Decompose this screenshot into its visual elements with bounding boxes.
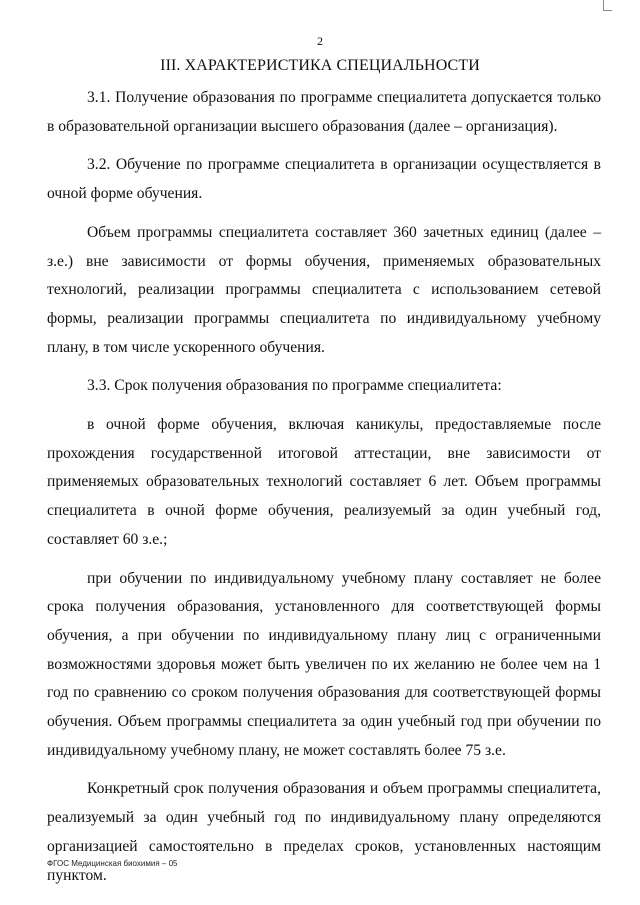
page-corner-mark [603, 0, 612, 11]
page-number: 2 [317, 34, 323, 48]
paragraph-full-time-duration: в очной форме обучения, включая каникулы, предоставляемые после прохождения государственной итоговой аттестации, вне зависимости от применяемых образовательных технологий составляет 6 лет. Объем программы специалитета в очной форме обучения, реализуемый за один учебный год, составляет 60 з.е.; [47, 416, 601, 548]
paragraph-3-2: 3.2. Обучение по программе специалитета в организации осуществляется в очной форме обучения. [47, 156, 601, 203]
paragraph-3-3: 3.3. Срок получения образования по программе специалитета: [87, 377, 502, 395]
paragraph-individual-plan: при обучении по индивидуальному учебному плану составляет не более срока получения образования, установленного для соответствующей формы обучения, а при обучении по индивидуальному плану лиц с ограниченными возможностями здоровья может быть увеличен по их желанию не более чем на 1 год по сравнению со сроком получения образования для соответствующей формы обучения. Объем программы специалитета за один учебный год при обучении по индивидуальному учебному плану, не может составлять более 75 з.е. [47, 569, 601, 759]
paragraph-3-1: 3.1. Получение образования по программе специалитета допускается только в образовательной организации высшего образования (далее – организация). [47, 89, 601, 135]
section-heading: III. ХАРАКТЕРИСТИКА СПЕЦИАЛЬНОСТИ [160, 57, 480, 74]
document-footer: ФГОС Медицинская биохимия – 05 [47, 859, 178, 868]
document-body [47, 84, 601, 900]
paragraph-specific-duration: Конкретный срок получения образования и объем программы специалитета, реализуемый за один учебный год по индивидуальному плану определяются организацией самостоятельно в пределах сроков, установленных настоящим пунктом. [47, 780, 601, 884]
paragraph-program-volume: Объем программы специалитета составляет 360 зачетных единиц (далее – з.е.) вне зависимости от формы обучения, применяемых образовательных технологий, реализации программы специалитета с использованием сетевой формы, реализации программы специалитета по индивидуальному учебному плану, в том числе ускоренного обучения. [47, 223, 601, 356]
